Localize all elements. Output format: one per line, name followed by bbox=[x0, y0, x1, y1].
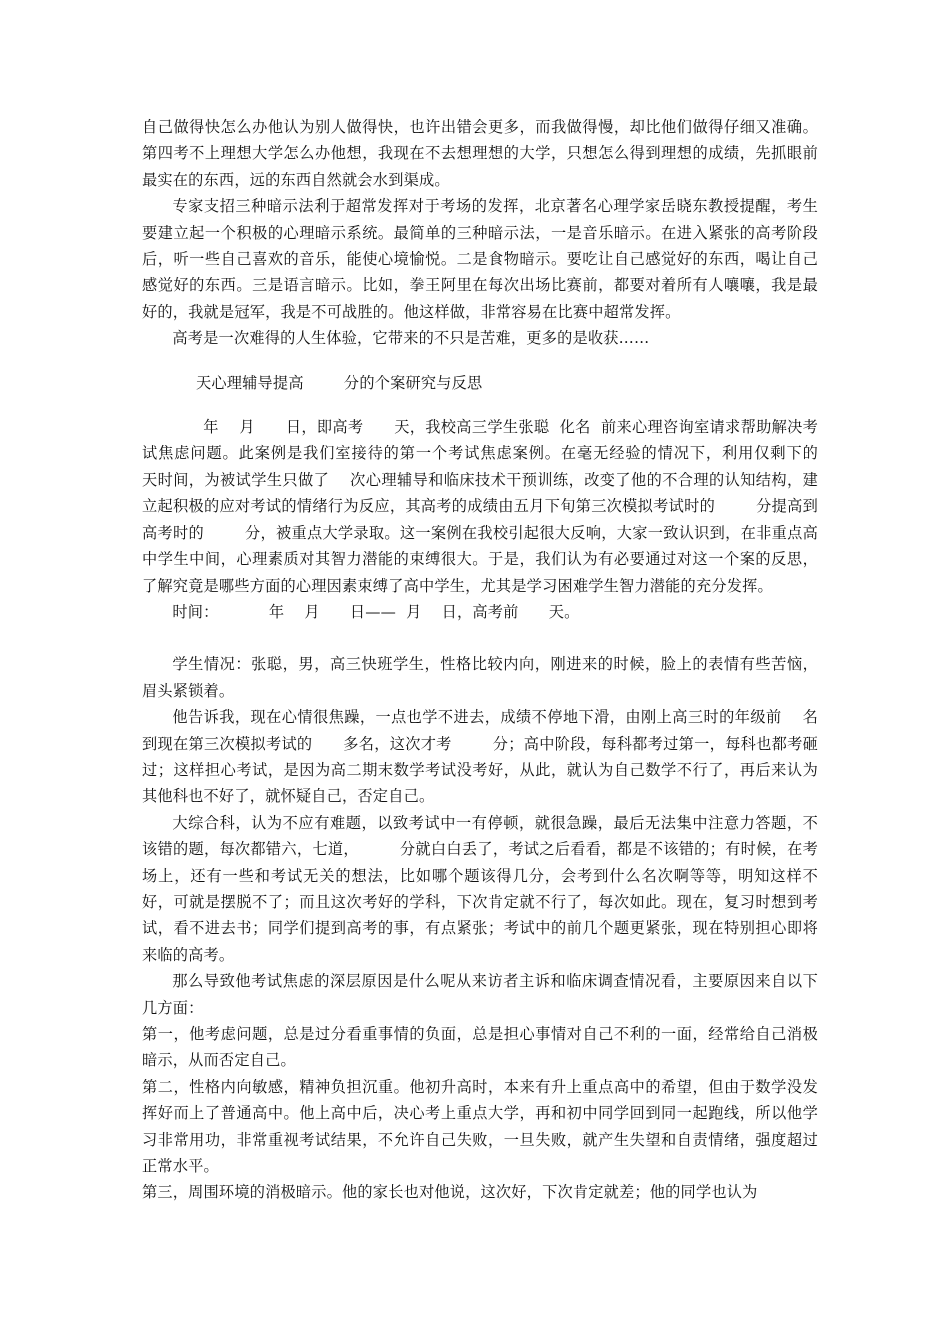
paragraph-expert-tips: 专家支招三种暗示法利于超常发挥对于考场的发挥，北京著名心理学家岳晓东教授提醒，考生要建立起一个积极的心理暗示系统。最简单的三种暗示法，一是音乐暗示。在进入紧张的高考阶段后，听一些自己喜欢的音乐，能使心境愉悦。二是食物暗示。要吃让自己感觉好的东西，喝让自己感觉好的东西。三是语言暗示。比如，拳王阿里在每次出场比赛前，都要对着所有人嚷嚷，我是最好的，我就是冠军，我是不可战胜的。他这样做，非常容易在比赛中超常发挥。 bbox=[142, 197, 818, 321]
paragraph-cause-2: 第二，性格内向敏感，精神负担沉重。他初升高时，本来有升上重点高中的希望，但由于数学没发挥好而上了普通高中。他上高中后，决心考上重点大学，再和初中同学回到同一起跑线，所以他学习非常用功，非常重视考试结果，不允许自己失败，一旦失败，就产生失望和自责情绪，强度超过正常水平。 bbox=[142, 1077, 818, 1176]
paragraph-gaokao-experience: 高考是一次难得的人生体验，它带来的不只是苦难，更多的是收获…… bbox=[172, 329, 650, 348]
section-title: 天心理辅导提高 分的个案研究与反思 bbox=[196, 373, 483, 392]
paragraph-exam-worries: 自己做得快怎么办他认为别人做得快，也许出错会更多，而我做得慢，却比他们做得仔细又准确。第四考不上理想大学怎么办他想，我现在不去想理想的大学，只想怎么得到理想的成绩，先抓眼前最实在的东西，远的东西自然就会水到渠成。 bbox=[142, 118, 818, 189]
paragraph-case-intro: 年 月 日，即高考 天，我校高三学生张聪 化名 前来心理咨询室请求帮助解决考试焦虑问题。此案例是我们室接待的第一个考试焦虑案例。在毫无经验的情况下，利用仅剩下的 天时间，为被试学生只做了 次心理辅导和临床技术干预训练，改变了他的不合理的认知结构，建立起积极的应对考试的情绪行为反应，其高考的成绩由五月下旬第三次模拟考试时的 分提高到高考时的 分，被重点大学录取。这一案例在我校引起很大反响，大家一致认识到，在非重点高中学生中间，心理素质对其智力潜能的束缚很大。于是，我们认为有必要通过对这一个案的反思，了解究竟是哪些方面的心理因素束缚了高中学生，尤其是学习困难学生智力潜能的充分发挥。 bbox=[142, 418, 849, 595]
blank-line bbox=[142, 625, 818, 651]
paragraph-deep-causes: 那么导致他考试焦虑的深层原因是什么呢从来访者主诉和临床调查情况看，主要原因来自以下几方面： bbox=[142, 972, 818, 1017]
paragraph-cause-1: 第一，他考虑问题，总是过分看重事情的负面，总是担心事情对自己不利的一面，经常给自己消极暗示，从而否定自己。 bbox=[142, 1025, 818, 1070]
paragraph-time: 时间： 年 月 日—— 月 日，高考前 天。 bbox=[172, 602, 580, 621]
paragraph-student-info: 学生情况：张聪，男，高三快班学生，性格比较内向，刚进来的时候，脸上的表情有些苦恼，眉头紧锁着。 bbox=[142, 655, 818, 700]
paragraph-exam-behavior: 大综合科，认为不应有难题，以致考试中一有停顿，就很急躁，最后无法集中注意力答题，不该错的题，每次都错六，七道， 分就白白丢了，考试之后看看，都是不该错的；有时候，在考场上，还有一些和考试无关的想法，比如哪个题该得几分，会考到什么名次啊等等，明知这样不好，可就是摆脱不了；而且这次考好的学科，下次肯定就不行了，每次如此。现在，复习时想到考试，看不进去书；同学们提到高考的事，有点紧张；考试中的前几个题更紧张，现在特别担心即将来临的高考。 bbox=[142, 813, 818, 964]
paragraph-student-complaint: 他告诉我，现在心情很焦躁，一点也学不进去，成绩不停地下滑，由刚上高三时的年级前 名到现在第三次模拟考试的 多名，这次才考 分；高中阶段，每科都考过第一，每科也都考砸过；这样担心考试，是因为高二期末数学考试没考好，从此，就认为自己数学不行了，再后来认为其他科也不好了，就怀疑自己，否定自己。 bbox=[142, 708, 818, 806]
document-page bbox=[142, 114, 849, 1206]
paragraph-cause-3: 第三，周围环境的消极暗示。他的家长也对他说，这次好，下次肯定就差；他的同学也认为 bbox=[142, 1183, 758, 1202]
